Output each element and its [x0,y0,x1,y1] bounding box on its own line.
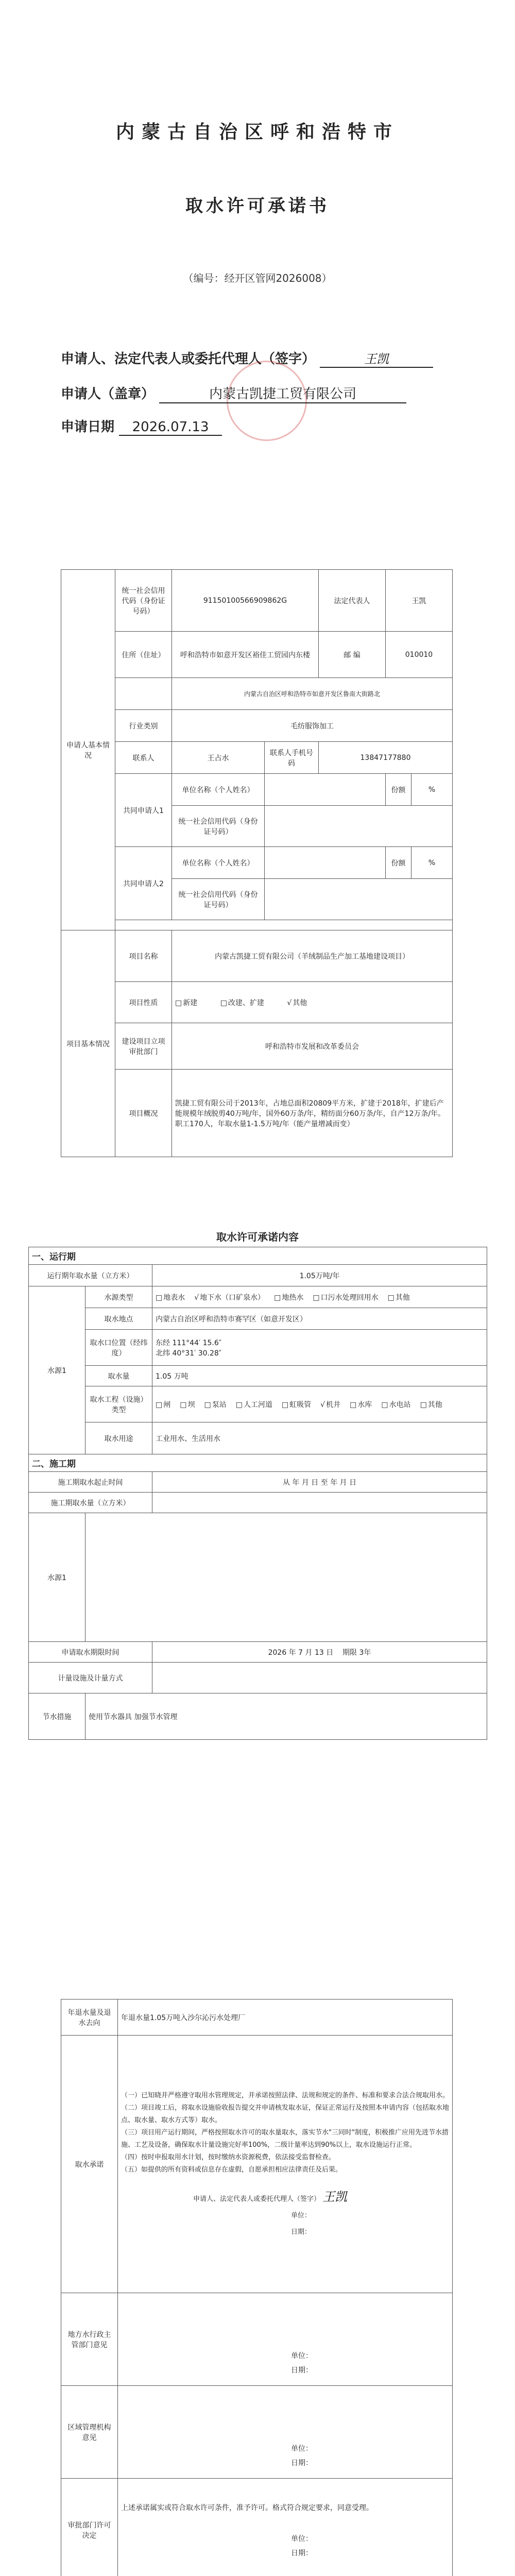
overview-label: 项目概况 [115,1070,172,1157]
promise-section-title: 取水许可承诺内容 [216,1231,299,1243]
annual-cap-value: 年退水量1.05万吨入沙尔沁污水处理厂 [118,1999,453,2036]
applicant-rep-line [61,348,433,368]
method-option: □ 水库 [350,1401,372,1409]
region-date: 日期： [291,2459,313,2467]
commit-sign-label: 申请人、法定代表人或委托代理人（签字） [193,2195,321,2203]
method-options [152,1386,487,1422]
nature-ext: □ 改建、扩建 [220,999,264,1007]
review-text: 上述承诺属实或符合取水许可条件，准予许可。格式符合规定要求，同意受理。 [121,2503,373,2512]
nature-other: √ 其他 [287,999,307,1007]
legal-rep-label: 法定代表人 [319,570,386,632]
co2-unit-label: 单位名称（个人姓名） [172,847,265,879]
credit-code-value: 91150100566909862G [172,570,319,632]
commit-item: （四）按时申报取用水计划，按时缴纳水资源税费，依法接受监督检查。 [121,2154,336,2161]
src-type-options [152,1286,487,1308]
industry-value: 毛纺服饰加工 [172,710,453,742]
co1-unit-label: 单位名称（个人姓名） [172,774,265,806]
part2-title: 二、施工期 [29,1454,487,1472]
annual-cap-label: 年退水量及退水去向 [61,1999,118,2036]
contact-label: 联系人 [115,742,172,774]
co-applicant2-label: 共同申请人2 [115,847,172,920]
group-applicant: 申请人基本情况 [61,570,115,930]
applicant-stamp-value: 内蒙古凯捷工贸有限公司 [159,383,406,403]
source1-label: 水源1 [29,1286,85,1454]
use-value: 工业用水、生活用水 [152,1422,487,1454]
source1-build-label: 水源1 [29,1513,85,1642]
saving-value: 使用节水器具 加强节水管理 [85,1693,487,1740]
applicant-stamp-label: 申请人（盖章） [61,386,155,402]
src-type-label: 水源类型 [85,1286,152,1308]
co1-pct: % [411,774,453,806]
src-type-option: □ 其他 [388,1294,410,1302]
method-option: □ 人工河道 [236,1401,272,1409]
method-option: □ 虹吸管 [282,1401,311,1409]
co2-credit-label: 统一社会信用代码（身份证号码） [172,879,265,920]
commit-item: （一）已知晓并严格遵守取用水管理规定，并承诺按照法律、法规和规定的条件、标准和要求合法合规取用水。 [121,2092,450,2099]
legal-rep-value: 王凯 [386,570,453,632]
review-cell [118,2479,453,2576]
commit-sign-line [121,2191,449,2206]
site-value: 内蒙古自治区呼和浩特市赛罕区（如意开发区） [152,1308,487,1330]
applicant-stamp-line [61,383,406,403]
applicant-rep-label: 申请人、法定代表人或委托代理人（签字） [61,351,316,367]
phone-label: 联系人手机号码 [265,742,319,774]
apply-label: 申请取水期限时间 [29,1642,152,1663]
local-cell [118,2293,453,2386]
approval-value: 呼和浩特市发展和改革委员会 [172,1023,453,1070]
address2-value: 内蒙古自治区呼和浩特市如意开发区鲁南大街路北 [172,678,453,710]
review-date: 日期： [291,2549,313,2557]
commit-item: （三）项目用产运行期间，严格按照取水许可的取水量取水，落实节水"三同时"制度，积极推广应用先进节水措施、工艺及设备，确保取水计量设施完好率100%，二级计量率达到90%以上，取水设施运行正常。 [121,2129,449,2149]
region-cell [118,2386,453,2479]
src-type-option: □ 地表水 [156,1294,185,1302]
applicant-date-value: 2026.07.13 [119,419,222,436]
project-nature-options [172,982,453,1023]
applicant-date-label: 申请日期 [61,419,115,435]
qty-value: 1.05 万吨 [152,1366,487,1386]
overview-value: 凯捷工贸有限公司于2013年，占地总面积20809平方米，扩建于2018年，扩建后产能规模年绒脱剪40万吨/年，国外60万条/年，精纺面分60万条/年，自产12万条/年。职工170人，年取水量1-1.5万吨/年（能产量增减而变） [172,1070,453,1157]
promise-table [28,1247,487,1740]
build-value: 从 年 月 日 至 年 月 日 [152,1472,487,1493]
build-qty-label: 施工期取水量（立方米） [29,1493,152,1513]
apply-value [152,1642,487,1663]
coord-e: 东经 111°44′ 15.6″ [156,1338,222,1347]
contact-value: 王占水 [172,742,265,774]
method-option: √ 机井 [320,1401,340,1409]
approval-label: 建设项目立项审批部门 [115,1023,172,1070]
method-option: □ 其他 [420,1401,442,1409]
commit-date: 日期： [291,2228,312,2236]
project-name-label: 项目名称 [115,930,172,982]
local-label: 地方水行政主管部门意见 [61,2293,118,2386]
commit-body [118,2036,453,2293]
saving-label: 节水措施 [29,1693,85,1740]
src-type-option: √ 地下水（口矿泉水） [194,1294,265,1302]
phone-value: 13847177880 [319,742,453,774]
commit-item: （五）如提供的所有资料或信息存在虚假，自愿承担相应法律责任及后果。 [121,2166,342,2174]
qty-label: 取水量 [85,1366,152,1386]
measure-label: 计量设施及计量方式 [29,1663,152,1693]
use-label: 取水用途 [85,1422,152,1454]
coord-value [152,1330,487,1366]
co-applicant1-label: 共同申请人1 [115,774,172,847]
doc-code: （编号：经开区管网2026008） [183,272,332,284]
project-name-value: 内蒙古凯捷工贸有限公司（羊绒制品生产加工基地建设项目） [172,930,453,982]
region-label: 区域管理机构意见 [61,2386,118,2479]
apply-years-label: 期限 [342,1648,357,1657]
basic-info-table [61,569,453,1157]
industry-label: 行业类别 [115,710,172,742]
coord-label: 取水口位置（经纬度） [85,1330,152,1366]
project-nature-label: 项目性质 [115,982,172,1023]
co1-share-label: 份额 [386,774,411,806]
address-value: 呼和浩特市如意开发区裕佳工贸园内东楼 [172,632,319,678]
commit-item: （二）项目竣工后，将取水设施验收报告提交并申请核发取水证，保证正常运行及按照本申请内容（包括取水地点、取水量、取水方式等）取水。 [121,2104,450,2124]
review-unit: 单位： [291,2534,313,2543]
annual-label: 运行期年取水量（立方米） [29,1265,152,1286]
src-type-option: □ 口污水处理回用水 [313,1294,378,1302]
applicant-date-line [61,416,222,436]
src-type-option: □ 地热水 [274,1294,303,1302]
commit-label: 取水承诺 [61,2036,118,2293]
build-label: 施工期取水起止时间 [29,1472,152,1493]
nature-new: □ 新建 [175,999,197,1007]
address-label: 住所（住址） [115,632,172,678]
applicant-rep-signature: 王凯 [320,349,433,368]
post-value: 010010 [386,632,453,678]
method-option: □ 泵站 [204,1401,226,1409]
review-label: 审批部门许可决定 [61,2479,118,2576]
commit-table [61,1999,453,2576]
method-option: □ 水电站 [381,1401,410,1409]
coord-n: 北纬 40°31′ 30.28″ [156,1349,222,1358]
city-title: 内蒙古自治区呼和浩特市 [115,122,399,143]
doc-title: 取水许可承诺书 [185,196,330,216]
local-date: 日期： [291,2366,313,2375]
commit-unit: 单位： [291,2212,312,2219]
site-label: 取水地点 [85,1308,152,1330]
apply-date: 2026 年 7 月 13 日 [268,1648,334,1657]
co2-pct: % [411,847,453,879]
region-unit: 单位： [291,2445,313,2453]
local-unit: 单位： [291,2352,313,2360]
apply-years: 3年 [359,1648,371,1657]
method-option: □ 坝 [180,1401,195,1409]
co1-credit-label: 统一社会信用代码（身份证号码） [172,806,265,847]
method-option: □ 闸 [156,1401,170,1409]
credit-code-label: 统一社会信用代码（身份证号码） [115,570,172,632]
group-project: 项目基本情况 [61,930,115,1157]
method-label: 取水工程（设施）类型 [85,1386,152,1422]
post-label: 邮 编 [319,632,386,678]
annual-value: 1.05万吨/年 [152,1265,487,1286]
part1-title: 一、运行期 [29,1247,487,1265]
co2-share-label: 份额 [386,847,411,879]
commit-signature: 王凯 [322,2190,348,2204]
